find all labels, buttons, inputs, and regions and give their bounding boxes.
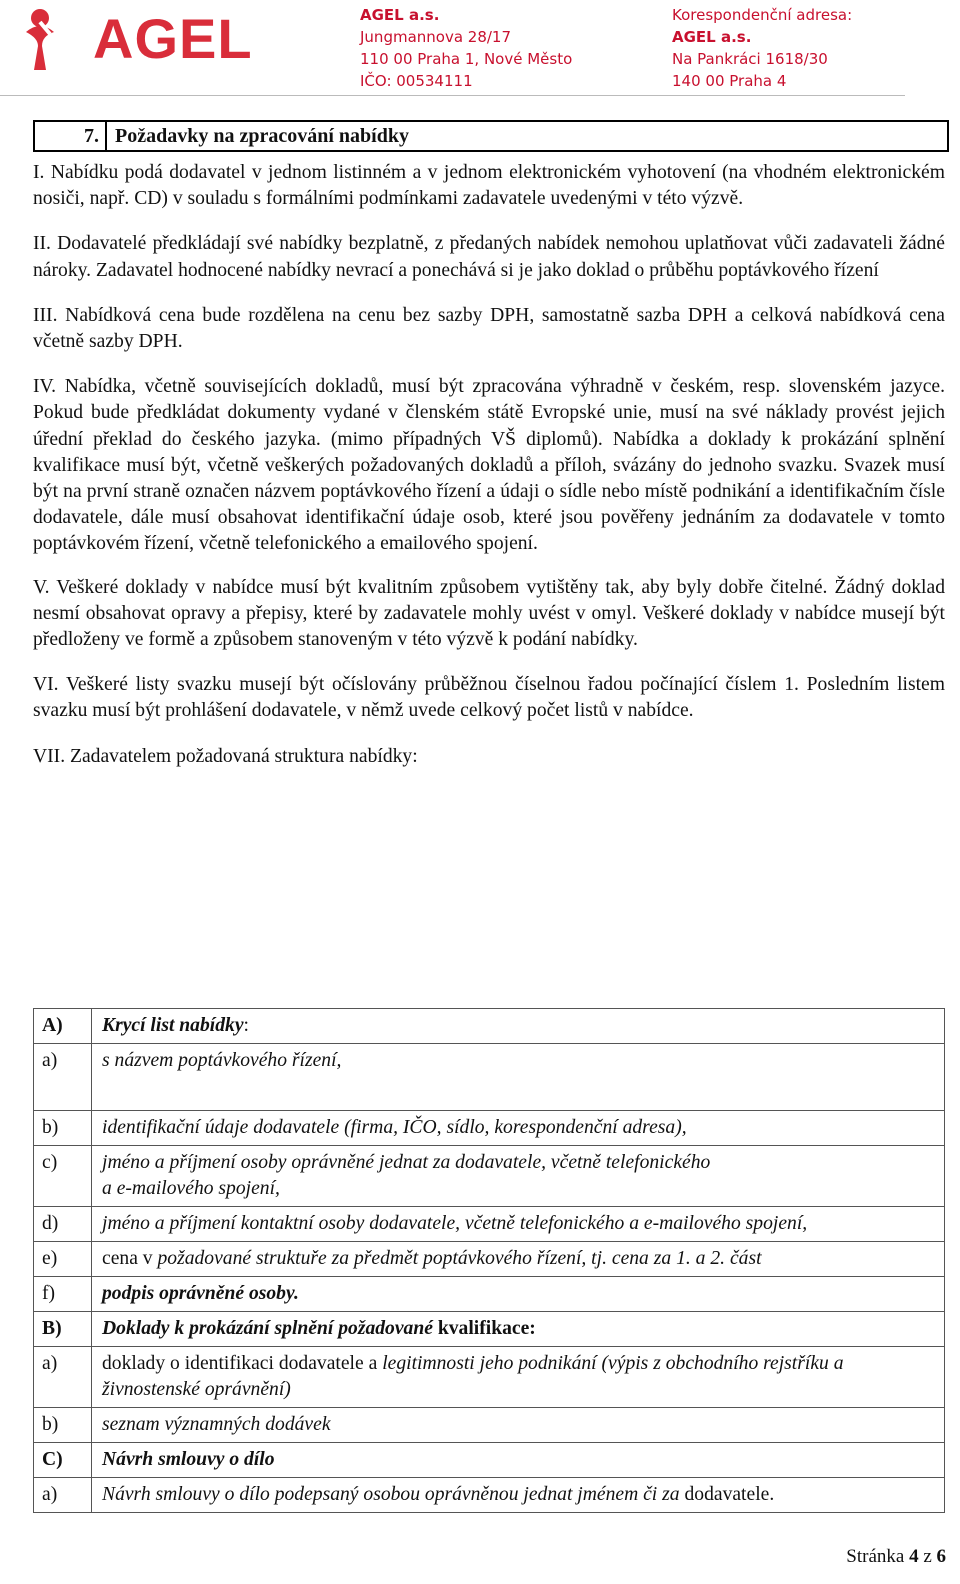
company-street: Jungmannova 28/17	[360, 28, 512, 46]
table-row	[34, 1146, 945, 1207]
paragraph-i: I. Nabídku podá dodavatel v jednom listinném a v jednom elektronickém vyhotovení (na vhodném elektronickém nosiči, např. CD) v souladu s formálními podmínkami zadavatele uvedenými v této výzvě.	[33, 162, 945, 210]
row-text	[92, 1347, 945, 1408]
footer-sep: z	[923, 1546, 932, 1567]
row-text	[92, 1146, 945, 1207]
agel-logo-icon	[20, 6, 90, 72]
paragraph-ii: II. Dodavatelé předkládají své nabídky bezplatně, z předaných nabídek nemohou uplatňovat vůči zadavateli žádné nároky. Zadavatel hodnocené nabídky nevrací a ponechává si je jako doklad o průběhu poptávkového řízení	[33, 233, 945, 281]
row-label: c)	[34, 1146, 92, 1207]
row-text-main: Krycí list nabídky	[102, 1015, 244, 1036]
footer-page: 4	[909, 1546, 919, 1567]
mail-address-block	[672, 4, 852, 92]
row-text-italic: legitimnosti jeho podnikání (výpis z obchodního rejstříku a živnostenské oprávnění)	[102, 1353, 844, 1400]
table-row	[34, 1347, 945, 1408]
page-footer	[846, 1546, 946, 1568]
company-ico: IČO: 00534111	[360, 72, 473, 90]
mail-heading: Korespondenční adresa:	[672, 6, 853, 24]
paragraph-vii: VII. Zadavatelem požadovaná struktura nabídky:	[33, 745, 418, 767]
table-row	[34, 1277, 945, 1312]
row-text-plain: cena v	[102, 1248, 158, 1269]
row-label: a)	[34, 1347, 92, 1408]
paragraph-vi: VI. Veškeré listy svazku musejí být očíslovány průběžnou číselnou řadou počínající číslem 1. Posledním listem svazku musí být prohlášení dodavatele, v němž uvede celkový počet listů v nabídce.	[33, 674, 945, 722]
row-label: a)	[34, 1478, 92, 1513]
table-row	[34, 1242, 945, 1277]
paragraph-iii: III. Nabídková cena bude rozdělena na cenu bez sazby DPH, samostatně sazba DPH a celková nabídková cena včetně sazby DPH.	[33, 304, 945, 353]
row-text-main: Doklady k prokázání splnění požadované	[102, 1318, 433, 1339]
mail-street: Na Pankráci 1618/30	[672, 50, 828, 68]
row-text-plain: dodavatele.	[679, 1484, 775, 1505]
row-label: d)	[34, 1207, 92, 1242]
footer-total: 6	[936, 1546, 946, 1567]
table-row	[34, 1312, 945, 1347]
row-text: Návrh smlouvy o dílo	[92, 1443, 945, 1478]
table-row	[34, 1478, 945, 1513]
row-label: b)	[34, 1408, 92, 1443]
row-label: A)	[34, 1009, 92, 1044]
row-text-plain: doklady o identifikaci dodavatele a	[102, 1353, 383, 1374]
row-text: s názvem poptávkového řízení,	[92, 1044, 945, 1111]
row-label: a)	[34, 1044, 92, 1111]
row-label: f)	[34, 1277, 92, 1312]
table-row	[34, 1009, 945, 1044]
table-row	[34, 1111, 945, 1146]
row-text	[92, 1009, 945, 1044]
row-text-italic: Návrh smlouvy o dílo podepsaný osobou oprávněnou jednat jménem či za	[102, 1484, 680, 1505]
logo-wordmark: AGEL	[93, 7, 253, 70]
mail-city: 140 00 Praha 4	[672, 72, 787, 90]
row-text: podpis oprávněné osoby.	[92, 1277, 945, 1312]
section-title: Požadavky na zpracování nabídky	[115, 125, 409, 147]
row-label: e)	[34, 1242, 92, 1277]
company-city: 110 00 Praha 1, Nové Město	[360, 50, 573, 68]
table-row	[34, 1207, 945, 1242]
mail-company: AGEL a.s.	[672, 28, 752, 46]
row-text-suffix: :	[243, 1015, 249, 1036]
requirements-text	[33, 160, 945, 789]
company-address-block	[360, 4, 572, 92]
paragraph-iv: IV. Nabídka, včetně souvisejících dokladů, musí být zpracována výhradně v českém, resp. slovenském jazyce. Pokud bude předkládat dokumenty vydané v členském státě Evropské unie, musí na své náklady provést jejich úřední překlad do českého jazyka. (mimo případných VŠ diplomů). Nabídka a doklady k prokázání splnění kvalifikace musí být, včetně veškerých požadovaných dokladů a příloh, svázány do jednoho svazku. Svazek musí být na první straně označen názvem poptávkového řízení a údaji o sídle nebo místě podnikání a identifikačním čísle dodavatele, dále musí obsahovat identifikační údaje osob, které jsou pověřeny jednáním za dodavatele v tomto poptávkovém řízení, včetně telefonického a emailového spojení.	[33, 376, 945, 555]
row-label: b)	[34, 1111, 92, 1146]
row-text-line1: jméno a příjmení osoby oprávněné jednat za dodavatele, včetně telefonického	[102, 1152, 711, 1173]
row-text	[92, 1478, 945, 1513]
table-row	[34, 1044, 945, 1111]
agel-logo	[20, 6, 253, 72]
row-label: B)	[34, 1312, 92, 1347]
row-text: seznam významných dodávek	[92, 1408, 945, 1443]
row-text-line2: a e-mailového spojení,	[102, 1178, 280, 1199]
table-row	[34, 1408, 945, 1443]
section-heading	[33, 120, 949, 152]
company-name: AGEL a.s.	[360, 6, 440, 24]
row-text: jméno a příjmení kontaktní osoby dodavatele, včetně telefonického a e-mailového spojení,	[92, 1207, 945, 1242]
page-header	[0, 0, 960, 96]
row-label: C)	[34, 1443, 92, 1478]
row-text: identifikační údaje dodavatele (firma, IČO, sídlo, korespondenční adresa),	[92, 1111, 945, 1146]
header-divider	[0, 95, 905, 96]
footer-prefix: Stránka	[846, 1546, 905, 1567]
offer-structure-table	[33, 1008, 945, 1513]
row-text	[92, 1242, 945, 1277]
paragraph-v: V. Veškeré doklady v nabídce musí být kvalitním způsobem vytištěny tak, aby byly dobře čitelné. Žádný doklad nesmí obsahovat opravy a přepisy, které by zadavatele mohly uvést v omyl. Veškeré doklady v nabídce musejí být předloženy ve formě a způsobem stanoveným v této výzvě k podání nabídky.	[33, 576, 945, 651]
table-row	[34, 1443, 945, 1478]
row-text	[92, 1312, 945, 1347]
row-text-suffix: kvalifikace:	[432, 1318, 536, 1339]
row-text-italic: požadované struktuře za předmět poptávkového řízení, tj. cena za 1. a 2. část	[157, 1248, 762, 1269]
section-number: 7.	[35, 122, 107, 150]
